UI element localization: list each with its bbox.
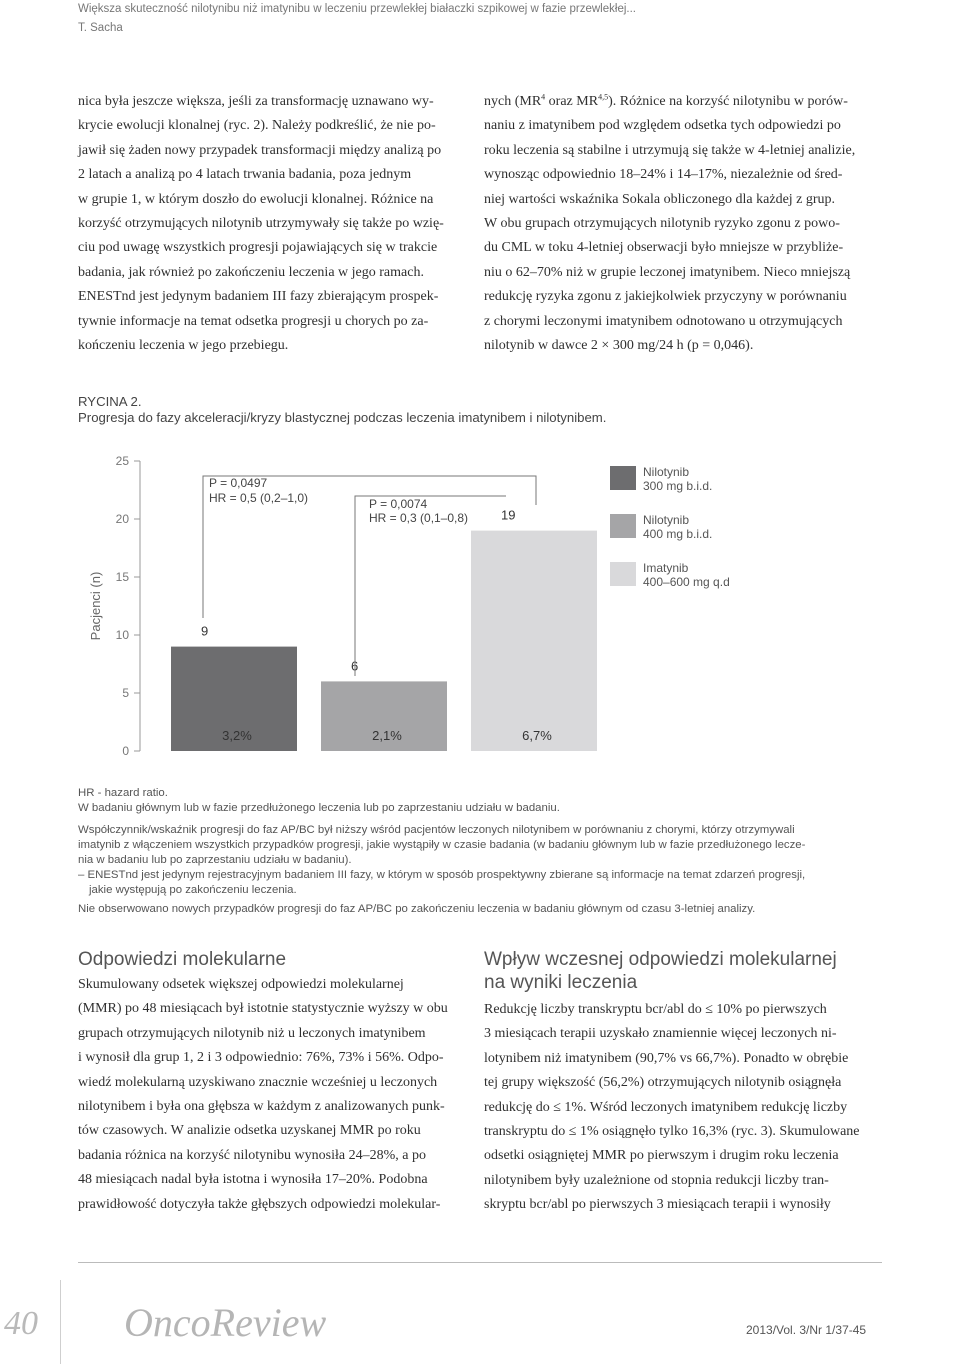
text-line: wynosząc odpowiednio 18–24% i 14–17%, niezależnie od śred- — [484, 167, 843, 183]
text-line: wiedź molekularną uzyskiwano znacznie wcześniej u leczonych — [78, 1074, 438, 1090]
figure-caption: Progresja do fazy akceleracji/kryzy blastycznej podczas leczenia imatynibem i nilotynibem. — [78, 410, 607, 425]
legend-swatch — [610, 514, 636, 538]
text-line: redukcję do ≤ 1%. Wśród leczonych imatynibem redukcję liczby — [484, 1099, 848, 1115]
text-line: 48 miesiącach nadal była istotna i wynosiła 17–20%. Podobna — [78, 1172, 428, 1188]
text-line: (MMR) po 48 miesiącach był istotnie statystycznie wyższy w obu — [78, 1001, 448, 1017]
figure-title — [78, 394, 606, 426]
section-heading-early-response: Wpływ wczesnej odpowiedzi molekularnej na wyniki leczenia — [484, 949, 837, 993]
text-line: naniu z imatynibem pod względem odsetka tych odpowiedzi po — [484, 118, 841, 134]
legend-sublabel: 300 mg b.i.d. — [643, 479, 713, 493]
running-head-author: T. Sacha — [78, 22, 123, 34]
text-line: Skumulowany odsetek większej odpowiedzi molekularnej — [78, 977, 404, 992]
annotation-hr-2: HR = 0,3 (0,1–0,8) — [369, 511, 469, 525]
right-column-bottom — [484, 998, 866, 1218]
legend-label: Imatynib — [643, 561, 689, 575]
issue-info: 2013/Vol. 3/Nr 1/37-45 — [746, 1323, 867, 1337]
note-hr: HR - hazard ratio. — [78, 787, 168, 799]
text-line: transkryptu do ≤ 1% osiągnęło tylko 16,3% (ryc. 3). Skumulowane — [484, 1124, 860, 1140]
y-tick-label: 5 — [122, 686, 129, 700]
bar-percent-label: 2,1% — [372, 728, 402, 743]
figure-label: RYCINA 2. — [78, 394, 142, 409]
text-line: nica była jeszcze większa, jeśli za transformację uznawano wy- — [78, 94, 434, 109]
running-head — [78, 0, 636, 38]
y-tick-label: 25 — [115, 454, 129, 468]
y-tick-label: 20 — [115, 512, 129, 526]
text-line: korzyść otrzymujących nilotynib utrzymywały się także po wzię- — [78, 216, 444, 232]
text-line: w grupie 1, w którym doszło do ewolucji klonalnej. Różnice na — [78, 191, 434, 207]
text-line: prawidłowość dotyczyła także głębszych odpowiedzi molekular- — [78, 1196, 441, 1212]
text-line: nilotynibem i była ona głębsza w każdym z analizowanych punk- — [78, 1099, 445, 1115]
text-line: i wynosił dla grup 1, 2 i 3 odpowiednio: 76%, 73% i 56%. Odpo- — [78, 1050, 444, 1066]
text-line: niej wartości wskaźnika Sokala obliczonego dla każdej z grup. — [484, 191, 836, 207]
bar-percent-label: 3,2% — [222, 728, 252, 743]
y-tick-label: 0 — [122, 744, 129, 758]
legend-sublabel: 400–600 mg q.d — [643, 575, 730, 589]
text-line: nilotynibem były uzależnione od stopnia redukcji liczby tran- — [484, 1172, 829, 1188]
text-line: roku leczenia są stabilne i utrzymują się także w 4-letniej analizie, — [484, 142, 856, 158]
y-tick-label: 15 — [115, 570, 129, 584]
note-wspolczynnik: Współczynnik/wskaźnik progresji do faz AP/BC był niższy wśród pacjentów leczonych nilotynibem w porównaniu z chorymi, którzy otrzymywali imatynib z włączeniem wszystkich przypadków progresji, jakie wystąpiły w czasie badania (w badaniu głównym lub w fazie przedłużonego lecze- nia w badaniu lub po zaprzestaniu udziału w badaniu). — [78, 824, 806, 866]
bar-3 — [471, 531, 597, 751]
text-line: odsetki osiągniętej MMR po pierwszym i drugim roku leczenia — [484, 1148, 839, 1164]
text-line: 3 miesiącach terapii uzyskało znamiennie więcej leczonych ni- — [484, 1026, 837, 1042]
progression-bar-chart — [0, 440, 960, 770]
text-line: tów czasowych. W analizie odsetka uzyskanej MMR po roku — [78, 1123, 421, 1139]
bar-value-label: 19 — [501, 507, 516, 523]
note-nie: Nie obserwowano nowych przypadków progresji do faz AP/BC po zakończeniu leczenia w badaniu głównym od czasu 3-letniej analizy. — [78, 903, 756, 915]
bar-percent-label: 6,7% — [522, 728, 552, 743]
footer-rule — [78, 1262, 882, 1263]
left-column-bottom — [78, 973, 458, 1217]
legend-swatch — [610, 466, 636, 490]
annotation-p-1: P = 0,0497 — [209, 476, 268, 490]
running-head-title: Większa skuteczność nilotynibu niż imatynibu w leczeniu przewlekłej białaczki szpikowej w fazie przewlekłej... — [78, 3, 636, 15]
note-enestnd: – ENESTnd jest jedynym rejestracyjnym badaniem III fazy, w którym w sposób prospektywny zbierane są informacje na temat zdarzeń progresji, jakie występują po zakończeniu leczenia. — [78, 869, 806, 896]
text-line: ciu pod uwagę wszystkich progresji pojawiających się w trakcie — [78, 240, 438, 256]
annotation-hr-1: HR = 0,5 (0,2–1,0) — [209, 491, 309, 505]
text-line: nych ($MR^4$ oraz MR$^{4,5}$). Różnice na korzyść nilotynibu w porów- — [484, 92, 848, 109]
text-line: Redukcję liczby transkryptu bcr/abl do ≤ 10% po pierwszych — [484, 1002, 827, 1017]
text-line: ENESTnd jest jedynym badaniem III fazy zbierającym prospek- — [78, 289, 439, 305]
text-line: kończeniu leczenia w jego przebiegu. — [78, 338, 289, 354]
page-number: 40 — [4, 1305, 38, 1342]
text-line: niu o 62–70% niż w grupie leczonej imatynibem. Nieco mniejszą — [484, 264, 851, 280]
section-heading-molecular: Odpowiedzi molekularne — [78, 949, 287, 970]
bar-value-label: 9 — [201, 623, 209, 639]
y-tick-label: 10 — [115, 628, 129, 642]
text-line: badania różnica na korzyść nilotynibu wynosiła 24–28%, a po — [78, 1147, 426, 1163]
bar-value-label: 6 — [351, 658, 359, 674]
legend-label: Nilotynib — [643, 513, 690, 527]
legend-sublabel: 400 mg b.i.d. — [643, 527, 713, 541]
text-line: grupach otrzymujących nilotynib niż u leczonych imatynibem — [78, 1025, 426, 1041]
text-line: du CML w toku 4-letniej obserwacji było mniejsze w przybliże- — [484, 240, 844, 256]
y-axis-label: Pacjenci (n) — [88, 571, 103, 641]
text-line: lotynibem niż imatynibem (90,7% vs 66,7%). Ponadto w obrębie — [484, 1050, 849, 1066]
y-axis — [116, 454, 140, 758]
journal-name: OncoReview — [124, 1300, 327, 1345]
text-line: z chorymi leczonymi imatynibem odnotowano u otrzymujących — [484, 313, 843, 329]
note-main: W badaniu głównym lub w fazie przedłużonego leczenia lub po zaprzestaniu udziału w badaniu. — [78, 802, 560, 814]
text-line: krycie ewolucji klonalnej (ryc. 2). Należy podkreślić, że nie po- — [78, 118, 436, 134]
figure-notes — [78, 786, 868, 917]
text-line: jawił się żaden nowy przypadek transformacji między analizą po — [78, 142, 442, 158]
legend — [610, 465, 730, 589]
text-line: tej grupy większość (56,2%) otrzymujących nilotynib osiągnęła — [484, 1075, 842, 1091]
left-column-top — [78, 90, 458, 358]
text-line: 2 latach a analizą po 4 latach trwania badania, poza jednym — [78, 167, 412, 183]
text-line: nilotynib w dawce 2 × 300 mg/24 h (p = 0,046). — [484, 338, 754, 354]
text-line: tywnie informacje na temat odsetka progresji u chorych po za- — [78, 313, 429, 329]
bars — [171, 508, 597, 751]
footer-divider — [60, 1280, 61, 1364]
text-line: badania, jak również po zakończeniu leczenia w jego ramach. — [78, 264, 424, 280]
annotation-p-2: P = 0,0074 — [369, 497, 428, 511]
legend-label: Nilotynib — [643, 465, 690, 479]
text-line: redukcję ryzyka zgonu z jakiejkolwiek przyczyny w porównaniu — [484, 289, 847, 305]
legend-swatch — [610, 562, 636, 586]
text-line: skryptu bcr/abl po pierwszych 3 miesiącach terapii i wynosiły — [484, 1197, 831, 1213]
text-line: W obu grupach otrzymujących nilotynib ryzyko zgonu z powo- — [484, 216, 840, 232]
right-column-top — [484, 90, 866, 358]
